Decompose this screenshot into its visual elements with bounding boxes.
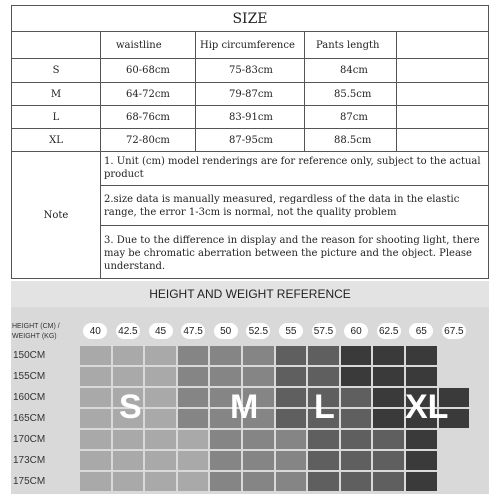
weight-label: 40 xyxy=(83,323,107,339)
grid-cell xyxy=(80,451,111,470)
grid-cell xyxy=(406,451,437,470)
header-waistline: waistline xyxy=(116,39,162,51)
grid-cell xyxy=(80,430,111,449)
row-l-hip: 83-91cm xyxy=(229,111,273,123)
axis-label-height: HEIGHT (CM) / xyxy=(12,323,60,330)
grid-cell xyxy=(178,430,209,449)
grid-cell xyxy=(145,451,176,470)
grid-cell xyxy=(145,409,176,428)
grid-cell xyxy=(178,472,209,491)
rule xyxy=(396,31,397,152)
grid-cell xyxy=(439,367,470,386)
grid-cell xyxy=(276,388,307,407)
grid-cell xyxy=(210,367,241,386)
row-m-length: 85.5cm xyxy=(334,88,372,100)
note-1: 1. Unit (cm) model renderings are for reference only, subject to the actual product xyxy=(104,156,481,180)
rule xyxy=(100,185,489,186)
grid-cell xyxy=(210,472,241,491)
grid-cell xyxy=(243,430,274,449)
grid-cell xyxy=(80,367,111,386)
rule xyxy=(100,31,101,279)
rule xyxy=(100,225,489,226)
grid-cell xyxy=(308,451,339,470)
grid-cell xyxy=(145,367,176,386)
grid-cell xyxy=(308,430,339,449)
size-table-title: SIZE xyxy=(232,10,268,27)
grid-cell xyxy=(80,388,111,407)
grid-cell xyxy=(276,367,307,386)
grid-cell xyxy=(276,472,307,491)
weight-label: 52.5 xyxy=(246,323,270,339)
row-s-waist: 60-68cm xyxy=(126,65,170,76)
grid-cell xyxy=(243,367,274,386)
grid-cell xyxy=(178,388,209,407)
grid-cell xyxy=(439,346,470,365)
grid-cell xyxy=(178,409,209,428)
grid-cell xyxy=(373,346,404,365)
row-xl-length: 88.5cm xyxy=(334,134,372,146)
rule xyxy=(11,278,489,279)
grid-cell xyxy=(439,451,470,470)
grid-cell xyxy=(406,367,437,386)
grid-cell xyxy=(276,409,307,428)
grid-cell xyxy=(276,451,307,470)
grid-cell xyxy=(145,346,176,365)
size-letter-xl: XL xyxy=(405,388,449,426)
grid-cell xyxy=(341,367,372,386)
grid-cell xyxy=(341,472,372,491)
weight-label: 60 xyxy=(344,323,368,339)
header-hip: Hip circumference xyxy=(200,39,295,51)
grid-cell xyxy=(373,430,404,449)
grid-cell xyxy=(406,430,437,449)
grid-cell xyxy=(341,388,372,407)
size-letter-l: L xyxy=(314,388,335,426)
weight-label: 42.5 xyxy=(116,323,140,339)
row-size-s: S xyxy=(52,65,60,76)
weight-label: 67.5 xyxy=(442,323,466,339)
grid-cell xyxy=(178,346,209,365)
rule xyxy=(488,5,489,279)
weight-label: 50 xyxy=(214,323,238,339)
grid-cell xyxy=(276,346,307,365)
axis-label-weight: WEIGHT (KG) xyxy=(12,333,57,340)
weight-label: 62.5 xyxy=(377,323,401,339)
rule xyxy=(304,31,305,152)
size-letter-s: S xyxy=(119,388,142,426)
grid-cell xyxy=(243,346,274,365)
grid-cell xyxy=(80,472,111,491)
grid-cell xyxy=(439,472,470,491)
height-label: 170CM xyxy=(13,434,46,445)
grid-cell xyxy=(406,472,437,491)
height-label: 155CM xyxy=(13,371,46,382)
grid-cell xyxy=(341,346,372,365)
grid-cell xyxy=(373,409,404,428)
grid-cell xyxy=(373,451,404,470)
row-s-length: 84cm xyxy=(340,65,368,76)
grid-cell xyxy=(276,430,307,449)
row-size-l: L xyxy=(52,111,60,123)
grid-cell xyxy=(145,472,176,491)
height-label: 160CM xyxy=(13,392,46,403)
grid-cell xyxy=(210,430,241,449)
grid-cell xyxy=(308,346,339,365)
grid-cell xyxy=(178,451,209,470)
weight-label: 47.5 xyxy=(181,323,205,339)
height-label: 150CM xyxy=(13,350,46,361)
row-m-hip: 79-87cm xyxy=(229,88,273,100)
size-letter-m: M xyxy=(230,388,259,426)
grid-cell xyxy=(373,367,404,386)
row-xl-waist: 72-80cm xyxy=(126,134,170,146)
note-3: 3. Due to the difference in display and the reason for shooting light, there may be chromatic aberration between the picture and the object. Please understand. xyxy=(104,235,480,272)
grid-cell xyxy=(341,409,372,428)
height-label: 165CM xyxy=(13,413,46,424)
weight-label: 45 xyxy=(149,323,173,339)
weight-label: 65 xyxy=(409,323,433,339)
grid-cell xyxy=(210,451,241,470)
grid-cell xyxy=(406,346,437,365)
row-xl-hip: 87-95cm xyxy=(229,134,273,146)
note-label: Note xyxy=(43,209,69,221)
grid-cell xyxy=(145,388,176,407)
row-size-m: M xyxy=(50,88,62,100)
grid-cell xyxy=(178,367,209,386)
reference-title: HEIGHT AND WEIGHT REFERENCE xyxy=(11,281,489,307)
grid-cell xyxy=(210,346,241,365)
weight-label: 55 xyxy=(279,323,303,339)
row-m-waist: 64-72cm xyxy=(126,88,170,100)
grid-cell xyxy=(113,451,144,470)
grid-cell xyxy=(373,472,404,491)
grid-cell xyxy=(113,346,144,365)
grid-cell xyxy=(145,430,176,449)
row-size-xl: XL xyxy=(49,134,63,146)
grid-cell xyxy=(113,430,144,449)
row-l-length: 87cm xyxy=(340,111,368,123)
height-label: 173CM xyxy=(13,455,46,466)
weight-label: 57.5 xyxy=(312,323,336,339)
grid-cell xyxy=(308,472,339,491)
grid-cell xyxy=(341,451,372,470)
grid-cell xyxy=(243,472,274,491)
row-s-hip: 75-83cm xyxy=(229,65,273,76)
grid-cell xyxy=(439,430,470,449)
grid-cell xyxy=(373,388,404,407)
row-l-waist: 68-76cm xyxy=(126,111,170,123)
grid-cell xyxy=(113,367,144,386)
grid-cell xyxy=(341,430,372,449)
grid-cell xyxy=(80,409,111,428)
grid-cell xyxy=(80,346,111,365)
note-2: 2.size data is manually measured, regardless of the data in the elastic range, the error 1-3cm is normal, not the quality problem xyxy=(104,194,460,218)
header-pants-length: Pants length xyxy=(316,39,380,51)
grid-cell xyxy=(113,472,144,491)
rule xyxy=(195,31,196,152)
height-label: 175CM xyxy=(13,476,46,487)
grid-cell xyxy=(243,451,274,470)
grid-cell xyxy=(308,367,339,386)
